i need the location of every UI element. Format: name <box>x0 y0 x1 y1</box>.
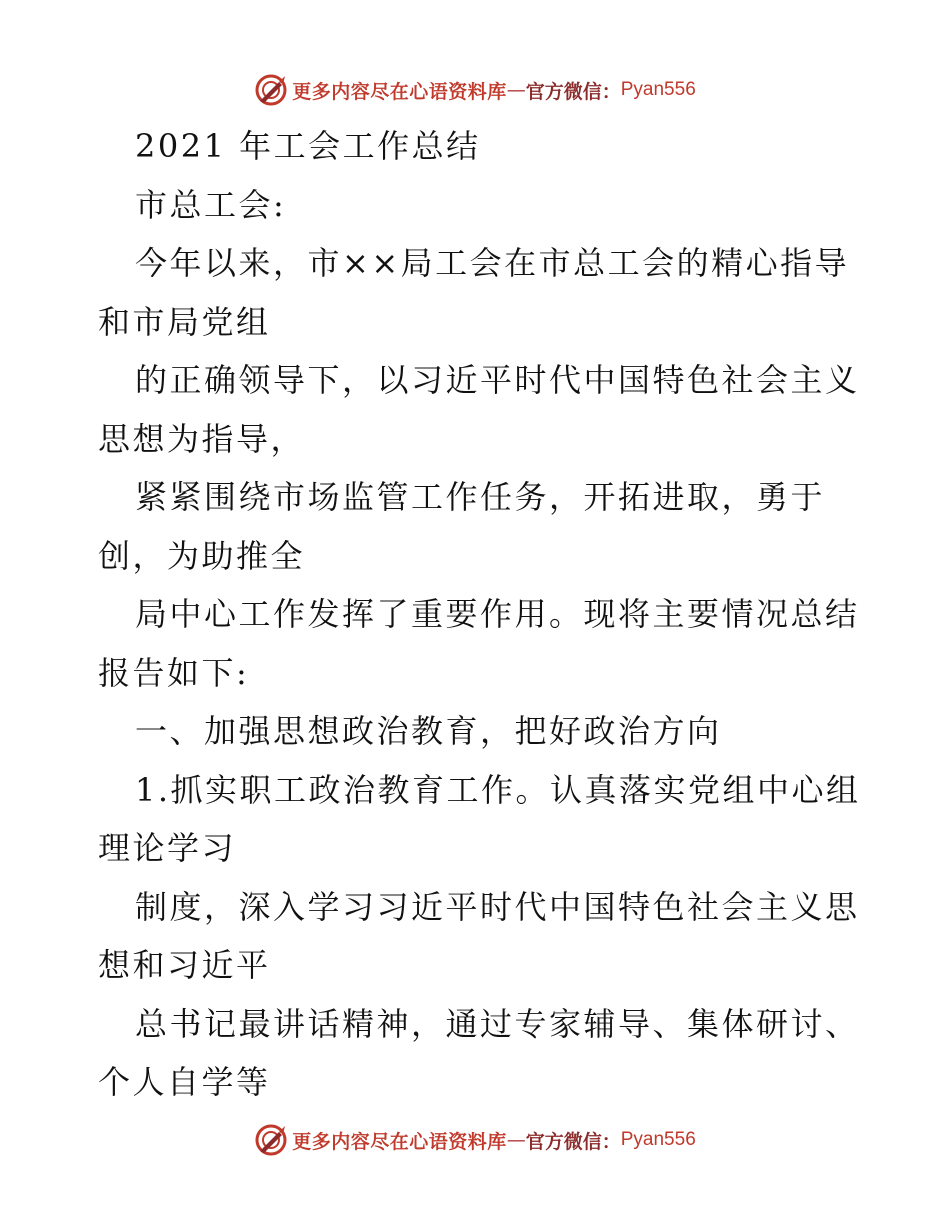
body-line: 理论学习 <box>98 829 237 867</box>
body-line: 的正确领导下，以习近平时代中国特色社会主义 <box>135 361 860 399</box>
watermark-site-text: 更多内容尽在心语资料库 <box>292 1130 507 1153</box>
body-line: 创，为助推全 <box>98 536 306 575</box>
body-line: 紧紧围绕市场监管工作任务，开拓进取，勇于 <box>135 478 826 516</box>
watermark-site-text: 更多内容尽在心语资料库 <box>292 80 507 103</box>
quill-logo-icon <box>254 1123 288 1157</box>
watermark-footer <box>0 1120 950 1160</box>
watermark-wechat-label: 官方微信： <box>525 1130 621 1153</box>
body-line: 1.抓实职工政治教育工作。认真落实党组中心组 <box>135 770 861 809</box>
watermark-wechat-label: 官方微信： <box>525 80 621 103</box>
section-heading: 一、加强思想政治教育，把好政治方向 <box>135 712 722 750</box>
salutation: 市总工会: <box>135 185 287 224</box>
body-line: 总书记最讲话精神，通过专家辅导、集体研讨、 <box>135 1004 860 1043</box>
document-body <box>98 117 861 1112</box>
quill-logo-icon <box>254 73 288 107</box>
body-line: 制度，深入学习习近平时代中国特色社会主义思 <box>135 887 860 926</box>
body-line: 想和习近平 <box>98 946 271 984</box>
body-line: 个人自学等 <box>98 1063 271 1101</box>
watermark-wechat-id: Pyan556 <box>620 1129 696 1150</box>
document-title: 2021 年工会工作总结 <box>135 127 481 165</box>
watermark-dash: — <box>506 79 526 101</box>
body-line: 和市局党组 <box>98 302 271 341</box>
body-line: 今年以来，市××局工会在市总工会的精心指导 <box>135 244 850 282</box>
watermark-header <box>0 70 950 110</box>
body-line: 报告如下: <box>98 653 250 692</box>
body-line: 局中心工作发挥了重要作用。现将主要情况总结 <box>135 595 860 633</box>
body-line: 思想为指导， <box>98 419 306 458</box>
watermark-wechat-id: Pyan556 <box>620 79 696 100</box>
watermark-dash: — <box>506 1129 526 1151</box>
